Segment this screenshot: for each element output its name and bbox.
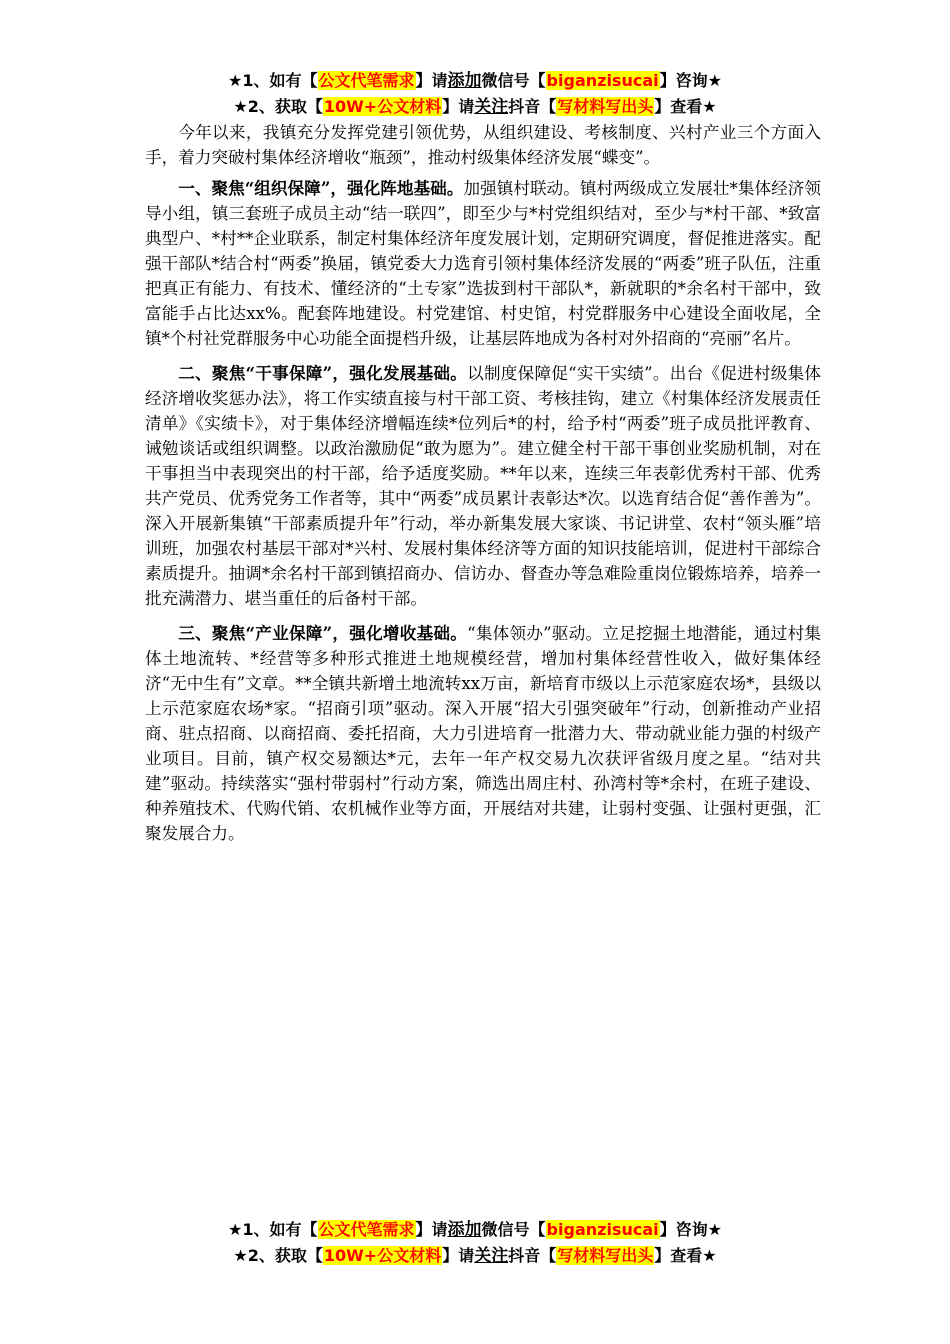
- intro-paragraph: 今年以来，我镇充分发挥党建引领优势，从组织建设、考核制度、兴村产业三个方面入手，着力突破村集体经济增收“瓶颈”，推动村级集体经济发展“蝶变”。: [145, 123, 821, 167]
- section-heading-3: 三、聚焦“产业保障”，强化增收基础。: [178, 623, 468, 643]
- star-icon: ★: [233, 97, 248, 116]
- section-heading-2: 二、聚焦“干事保障”，强化发展基础。: [178, 363, 468, 383]
- section-heading-1: 一、聚焦“组织保障”，强化阵地基础。: [178, 178, 464, 198]
- highlight-wechat-id: biganzisucai: [546, 71, 659, 90]
- highlight-materials: 10W+公文材料: [323, 97, 442, 116]
- section-paragraph-3: [145, 621, 821, 846]
- promo-banner-bottom: [0, 1217, 950, 1269]
- highlight-douyin-account: 写材料写出头: [557, 1246, 654, 1265]
- star-icon: ★: [228, 1220, 243, 1239]
- highlight-service: 公文代笔需求: [318, 1220, 415, 1239]
- section-paragraph-1: [145, 176, 821, 351]
- highlight-wechat-id: biganzisucai: [546, 1220, 659, 1239]
- star-icon: ★: [233, 1246, 248, 1265]
- section-text-3: “集体领办”驱动。立足挖掘土地潜能，通过村集体土地流转、*经营等多种形式推进土地规模经营，增加村集体经营性收入，做好集体经济“无中生有”文章。**全镇共新增土地流转xx万亩，新培育市级以上示范家庭农场*，县级以上示范家庭农场*家。“招商引项”驱动。深入开展“招大引强突破年”行动，创新推动产业招商、驻点招商、以商招商、委托招商，大力引进培育一批潜力大、带动就业能力强的村级产业项目。目前，镇产权交易额达*元，去年一年产权交易九次获评省级月度之星。“结对共建”驱动。持续落实“强村带弱村”行动方案，筛选出周庄村、孙湾村等*余村，在班子建设、种养殖技术、代购代销、农机械作业等方面，开展结对共建，让弱村变强、让强村更强，汇聚发展合力。: [145, 624, 821, 843]
- section-text-1: 加强镇村联动。镇村两级成立发展壮*集体经济领导小组，镇三套班子成员主动“结一联四”，即至少与*村党组织结对，至少与*村干部、*致富典型户、*村**企业联系，制定村集体经济年度发展计划，定期研究调度，督促推进落实。配强干部队*结合村“两委”换届，镇党委大力选育引领村集体经济发展的“两委”班子队伍，注重把真正有能力、有技术、懂经济的“土专家”选拔到村干部队*，新就职的*余名村干部中，致富能手占比达xx%。配套阵地建设。村党建馆、村史馆，村党群服务中心建设全面收尾，全镇*个村社党群服务中心功能全面提档升级，让基层阵地成为各村对外招商的“亮丽”名片。: [145, 179, 822, 348]
- highlight-service: 公文代笔需求: [318, 71, 415, 90]
- document-body: [145, 120, 821, 856]
- highlight-materials: 10W+公文材料: [323, 1246, 442, 1265]
- section-paragraph-2: [145, 361, 821, 611]
- section-text-2: 以制度保障促“实干实绩”。出台《促进村级集体经济增收奖惩办法》，将工作实绩直接与村干部工资、考核挂钩，建立《村集体经济发展责任清单》《实绩卡》，对于集体经济增幅连续*位列后*的村，给予村“两委”班子成员批评教育、诫勉谈话或组织调整。以政治激励促“敢为愿为”。建立健全村干部干事创业奖励机制，对在干事担当中表现突出的村干部，给予适度奖励。**年以来，连续三年表彰优秀村干部、优秀共产党员、优秀党务工作者等，其中“两委”成员累计表彰达*次。以选育结合促“善作善为”。深入开展新集镇“干部素质提升年”行动，举办新集发展大家谈、书记讲堂、农村“领头雁”培训班，加强农村基层干部对*兴村、发展村集体经济等方面的知识技能培训，促进村干部综合素质提升。抽调*余名村干部到镇招商办、信访办、督查办等急难险重岗位锻炼培养，培养一批充满潜力、堪当重任的后备村干部。: [145, 364, 821, 608]
- highlight-douyin-account: 写材料写出头: [557, 97, 654, 116]
- promo-line-1: ★1、如有【公文代笔需求】请添加微信号【biganzisucai】咨询★: [228, 71, 722, 91]
- promo-line-1: ★1、如有【公文代笔需求】请添加微信号【biganzisucai】咨询★: [228, 1220, 722, 1240]
- promo-line-2: ★2、获取【10W+公文材料】请关注抖音【写材料写出头】查看★: [233, 97, 717, 117]
- promo-line-2: ★2、获取【10W+公文材料】请关注抖音【写材料写出头】查看★: [233, 1246, 717, 1266]
- promo-banner-top: [0, 68, 950, 120]
- star-icon: ★: [228, 71, 243, 90]
